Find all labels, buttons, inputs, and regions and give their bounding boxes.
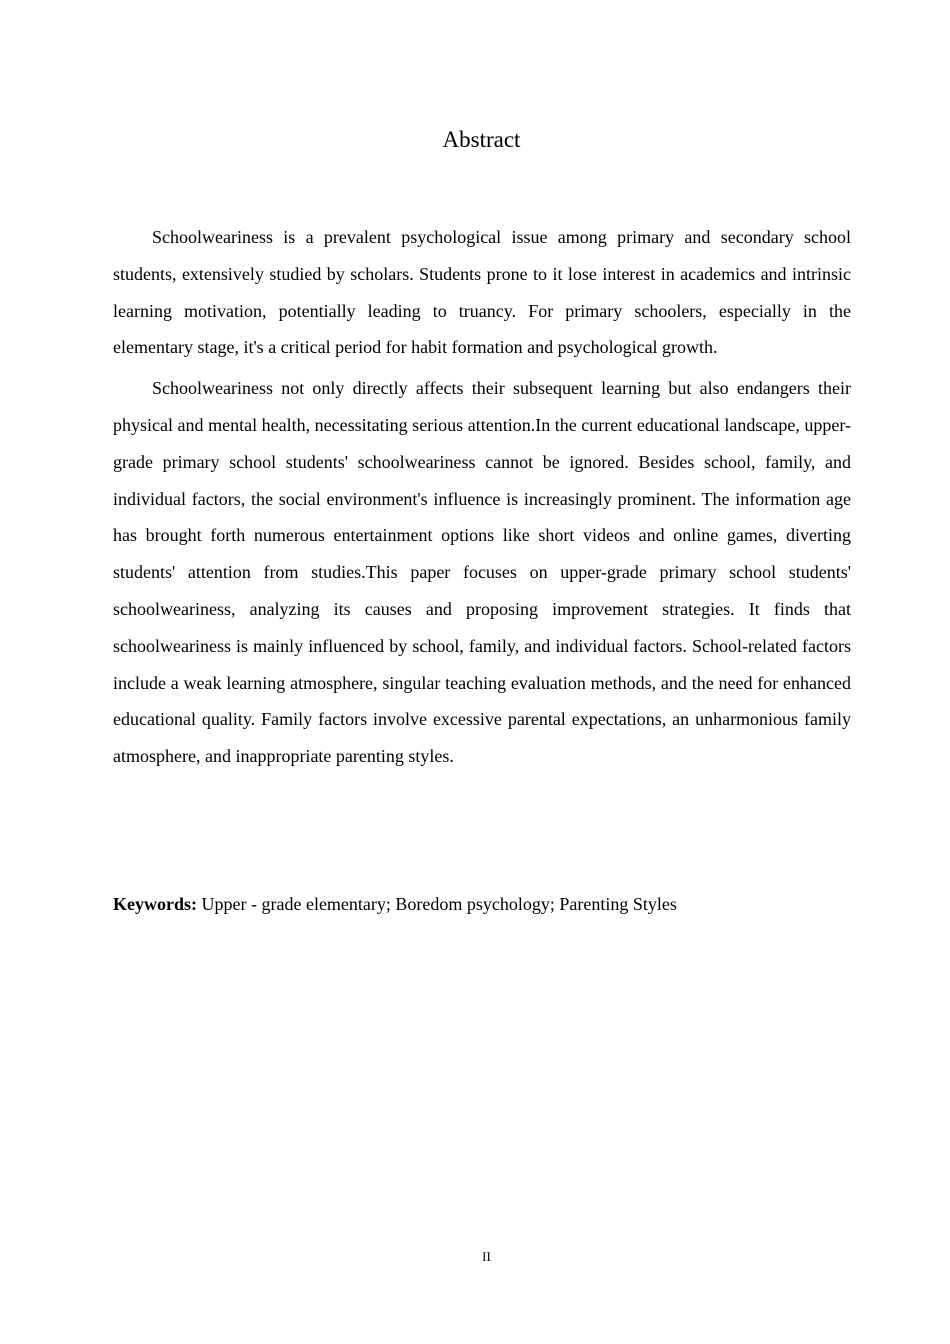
keywords-label: Keywords: [113,894,197,914]
abstract-paragraph-1: Schoolweariness is a prevalent psychological issue among primary and secondary school students, extensively studied by scholars. Students prone to it lose interest in academics and intrinsic learning motivation, potentially leading to truancy. For primary schoolers, especially in the elementary stage, it's a critical period for habit formation and psychological growth. [113,227,851,358]
abstract-title: Abstract [442,127,521,152]
abstract-paragraph-2: Schoolweariness not only directly affects their subsequent learning but also endangers their physical and mental health, necessitating serious attention.In the current educational landscape, upper-grade primary school students' schoolweariness cannot be ignored. Besides school, family, and individual factors, the social environment's influence is increasingly prominent. The information age has brought forth numerous entertainment options like short videos and online games, diverting students' attention from studies.This paper focuses on upper-grade primary school students' schoolweariness, analyzing its causes and proposing improvement strategies. It finds that schoolweariness is mainly influenced by school, family, and individual factors. School-related factors include a weak learning atmosphere, singular teaching evaluation methods, and the need for enhanced educational quality. Family factors involve excessive parental expectations, an unharmonious family atmosphere, and inappropriate parenting styles. [113,378,851,767]
keywords-line [113,888,851,920]
page-number: II [482,1249,491,1264]
abstract-body [113,219,851,775]
keywords-text: Upper - grade elementary; Boredom psychology; Parenting Styles [197,894,677,914]
